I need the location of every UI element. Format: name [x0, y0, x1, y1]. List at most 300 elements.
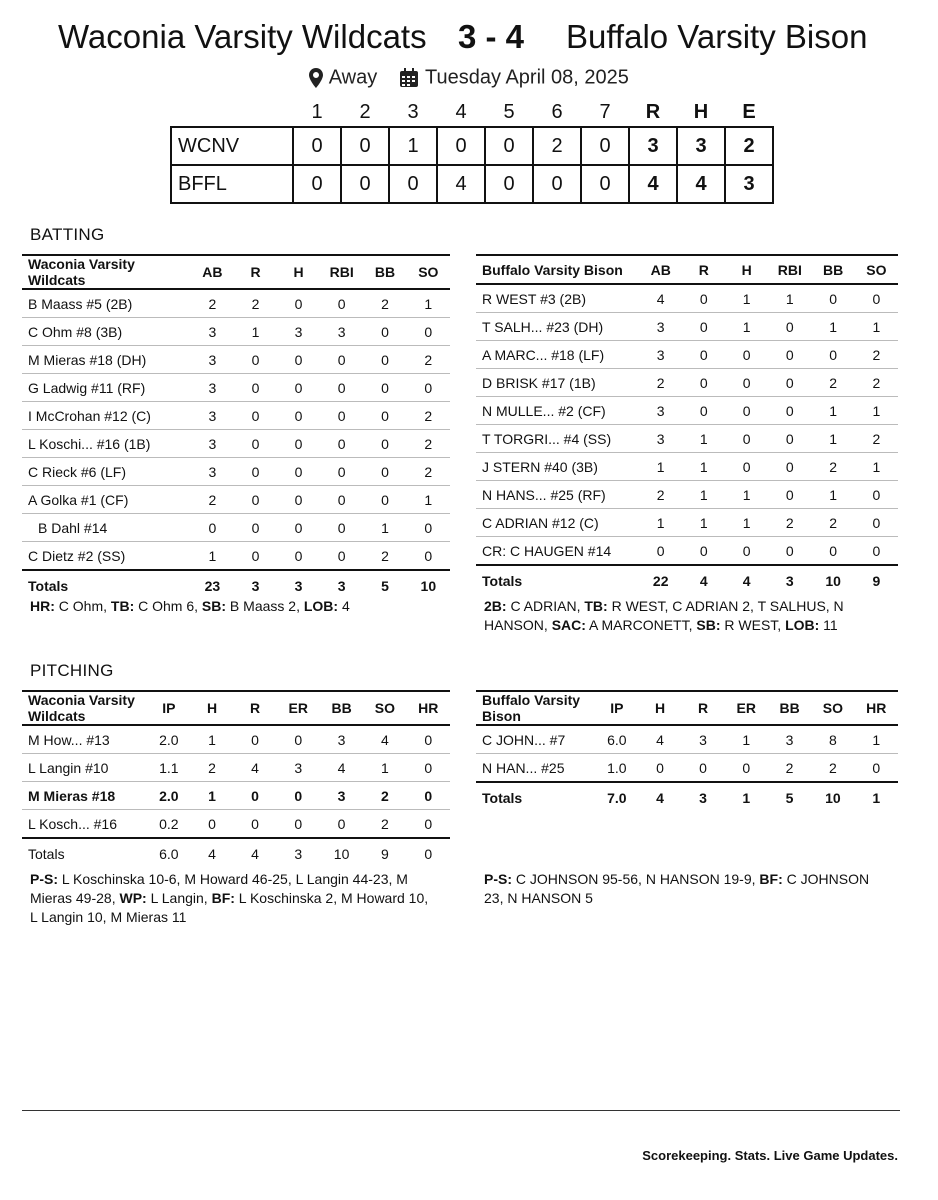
note-label: WP: [119, 890, 147, 906]
inning-runs: 0 [581, 165, 629, 203]
stat-value: 1 [639, 509, 682, 537]
stat-value: 0 [682, 284, 725, 313]
totals-value: 1 [725, 782, 768, 812]
player-name: CR: C HAUGEN #14 [476, 537, 639, 566]
stat-value: 1 [725, 509, 768, 537]
totals-value: 3 [320, 570, 363, 600]
table-row [476, 481, 898, 509]
stat-value: 4 [363, 725, 406, 754]
note-value: C Ohm 6, [134, 598, 202, 614]
inning-runs: 0 [437, 127, 485, 165]
total-header: E [742, 100, 756, 123]
note-label: SAC: [551, 617, 586, 633]
stat-value: 0 [191, 514, 234, 542]
stat-value: 1 [855, 453, 898, 481]
table-row [22, 782, 450, 810]
stat-value: 0 [682, 754, 725, 783]
stat-value: 0 [277, 402, 320, 430]
stat-value: 2 [407, 402, 450, 430]
player-name: M Mieras #18 [22, 782, 147, 810]
note-label: TB: [584, 598, 608, 614]
line-score-corner [171, 98, 293, 127]
note-label: BF: [759, 871, 783, 887]
game-meta [0, 64, 938, 91]
stat-value: 0 [407, 754, 450, 782]
stat-header: BB [320, 691, 363, 725]
stat-value: 0 [234, 486, 277, 514]
stat-value: 1 [725, 284, 768, 313]
game-date: Tuesday April 08, 2025 [425, 66, 629, 89]
note-value: A MARCONETT, [585, 617, 697, 633]
stat-header: RBI [768, 255, 811, 284]
stat-value: 2 [811, 369, 854, 397]
stat-value: 2 [855, 341, 898, 369]
player-name: T SALH... #23 (DH) [476, 313, 639, 341]
table-row [476, 341, 898, 369]
stat-value: 1 [191, 542, 234, 571]
player-name: T TORGRI... #4 (SS) [476, 425, 639, 453]
totals-value: 0 [407, 838, 450, 868]
table-row [22, 810, 450, 839]
table-row [476, 509, 898, 537]
totals-value: 9 [855, 565, 898, 595]
stat-value: 0 [320, 458, 363, 486]
inning-runs: 0 [485, 127, 533, 165]
batting-notes-away [484, 597, 900, 635]
note-value: C ADRIAN, [506, 598, 585, 614]
table-row [22, 514, 450, 542]
table-header-row [22, 255, 450, 289]
stat-value: 1 [725, 725, 768, 754]
table-row [22, 374, 450, 402]
stat-value: 0 [234, 430, 277, 458]
stat-value: 0 [811, 537, 854, 566]
note-value: R WEST, [720, 617, 786, 633]
table-row [22, 289, 450, 318]
team-header: Buffalo Varsity Bison [476, 691, 595, 725]
stat-header: HR [407, 691, 450, 725]
stat-value: 0 [407, 514, 450, 542]
stat-value: 0 [407, 810, 450, 839]
totals-value: 6.0 [147, 838, 190, 868]
calendar-icon [399, 68, 419, 88]
player-name: N MULLE... #2 (CF) [476, 397, 639, 425]
totals-value: 4 [725, 565, 768, 595]
line-score-total: 3 [725, 165, 773, 203]
stat-value: 4 [234, 754, 277, 782]
stat-value: 2 [363, 289, 406, 318]
inning-header: 2 [359, 100, 371, 123]
totals-value: 4 [682, 565, 725, 595]
inning-runs: 0 [581, 127, 629, 165]
inning-runs: 1 [389, 127, 437, 165]
stat-header: R [682, 691, 725, 725]
batting-notes-home [30, 597, 450, 616]
table-header-row [476, 255, 898, 284]
stat-header: RBI [320, 255, 363, 289]
stat-value: 0 [363, 374, 406, 402]
note-value: R WEST, C ADRIAN 2, T SALHUS, N HANSON, [484, 598, 844, 633]
inning-runs: 4 [437, 165, 485, 203]
stat-value: 0 [234, 374, 277, 402]
player-name: M Mieras #18 (DH) [22, 346, 191, 374]
totals-value: 4 [638, 782, 681, 812]
note-value: 4 [338, 598, 350, 614]
note-value: B Maass 2, [226, 598, 304, 614]
stat-value: 0 [234, 810, 277, 839]
table-row [476, 754, 898, 783]
stat-value: 0 [407, 782, 450, 810]
stat-value: 0 [682, 537, 725, 566]
stat-value: 0 [234, 725, 277, 754]
table-row [476, 453, 898, 481]
stat-value: 2 [855, 425, 898, 453]
totals-value: 1 [855, 782, 898, 812]
away-team-name: Buffalo Varsity Bison [566, 18, 868, 55]
pitching-section-title: PITCHING [30, 661, 114, 680]
stat-value: 1 [234, 318, 277, 346]
table-row [22, 542, 450, 571]
stat-value: 0 [855, 481, 898, 509]
player-name: G Ladwig #11 (RF) [22, 374, 191, 402]
stat-header: R [234, 255, 277, 289]
table-row [476, 537, 898, 566]
footer-tagline: Scorekeeping. Stats. Live Game Updates. [642, 1148, 898, 1163]
totals-label: Totals [22, 838, 147, 868]
stat-value: 0 [407, 374, 450, 402]
line-score-team: WCNV [171, 127, 293, 165]
stat-value: 3 [320, 318, 363, 346]
stat-value: 0 [320, 289, 363, 318]
player-name: D BRISK #17 (1B) [476, 369, 639, 397]
stat-header: H [725, 255, 768, 284]
stat-header: R [682, 255, 725, 284]
totals-value: 3 [768, 565, 811, 595]
table-header-row [476, 691, 898, 725]
table-row [22, 725, 450, 754]
totals-value: 22 [639, 565, 682, 595]
totals-value: 4 [190, 838, 233, 868]
stat-value: 0 [768, 425, 811, 453]
inning-runs: 0 [533, 165, 581, 203]
location-label: Away [328, 66, 378, 89]
footer-divider [22, 1110, 900, 1111]
stat-value: 2 [639, 481, 682, 509]
player-name: C Ohm #8 (3B) [22, 318, 191, 346]
totals-row [22, 838, 450, 868]
totals-value: 3 [682, 782, 725, 812]
totals-row [476, 565, 898, 595]
stat-value: 2 [190, 754, 233, 782]
player-name: C JOHN... #7 [476, 725, 595, 754]
table-row [476, 313, 898, 341]
stat-value: 2 [191, 486, 234, 514]
stat-value: 3 [639, 425, 682, 453]
stat-value: 0 [363, 458, 406, 486]
stat-value: 0 [811, 341, 854, 369]
player-name: A Golka #1 (CF) [22, 486, 191, 514]
totals-value: 5 [363, 570, 406, 600]
stat-value: 0 [277, 514, 320, 542]
stat-value: 0 [768, 397, 811, 425]
stat-value: 1 [855, 397, 898, 425]
stat-value: 1 [811, 397, 854, 425]
stat-value: 0 [407, 318, 450, 346]
inning-header: 4 [455, 100, 467, 123]
stat-value: 3 [191, 374, 234, 402]
stat-value: 3 [639, 313, 682, 341]
pitching-notes-away [484, 870, 874, 908]
stat-header: ER [725, 691, 768, 725]
inning-header: 3 [407, 100, 419, 123]
table-row [22, 486, 450, 514]
stat-value: 3 [682, 725, 725, 754]
stat-value: 0 [277, 346, 320, 374]
inning-runs: 0 [485, 165, 533, 203]
note-label: LOB: [303, 598, 339, 614]
player-name: L Langin #10 [22, 754, 147, 782]
stat-value: 3 [639, 341, 682, 369]
note-value: L Koschinska 2, M Howard 10, L Langin 10, M Mieras 11 [30, 890, 429, 925]
inning-runs: 0 [293, 127, 341, 165]
stat-value: 3 [768, 725, 811, 754]
stat-value: 0 [768, 341, 811, 369]
stat-value: 0 [277, 725, 320, 754]
stat-value: 2 [811, 453, 854, 481]
stat-value: 0 [363, 430, 406, 458]
stat-value: 1.1 [147, 754, 190, 782]
stat-value: 1 [190, 725, 233, 754]
note-value: C Ohm, [54, 598, 111, 614]
stat-value: 2 [363, 782, 406, 810]
stat-value: 0 [320, 346, 363, 374]
totals-value: 7.0 [595, 782, 638, 812]
pitching-table-home [22, 690, 450, 868]
totals-value: 3 [277, 838, 320, 868]
stat-value: 0 [682, 313, 725, 341]
player-name: B Dahl #14 [22, 514, 191, 542]
stat-value: 3 [320, 782, 363, 810]
stat-value: 0 [277, 458, 320, 486]
stat-value: 4 [638, 725, 681, 754]
stat-value: 2 [407, 346, 450, 374]
totals-value: 10 [811, 782, 854, 812]
stat-value: 0 [855, 509, 898, 537]
stat-value: 0 [768, 453, 811, 481]
inning-runs: 0 [341, 165, 389, 203]
stat-value: 1 [363, 754, 406, 782]
stat-value: 1 [811, 313, 854, 341]
totals-value: 9 [363, 838, 406, 868]
inning-runs: 2 [533, 127, 581, 165]
table-row [476, 397, 898, 425]
stat-header: IP [147, 691, 190, 725]
line-score [170, 98, 774, 204]
stat-value: 2 [407, 458, 450, 486]
table-header-row [22, 691, 450, 725]
stat-value: 3 [277, 318, 320, 346]
stat-value: 2 [363, 542, 406, 571]
stat-value: 0 [725, 453, 768, 481]
stat-value: 0 [725, 397, 768, 425]
line-score-team: BFFL [171, 165, 293, 203]
inning-runs: 0 [293, 165, 341, 203]
stat-value: 0 [768, 369, 811, 397]
stat-value: 0 [234, 402, 277, 430]
stat-value: 0 [320, 486, 363, 514]
pitching-notes-home [30, 870, 430, 927]
player-name: N HANS... #25 (RF) [476, 481, 639, 509]
stat-value: 0.2 [147, 810, 190, 839]
stat-value: 1 [190, 782, 233, 810]
stat-value: 0 [768, 313, 811, 341]
stat-value: 1 [407, 289, 450, 318]
totals-value: 3 [277, 570, 320, 600]
stat-value: 1 [725, 313, 768, 341]
note-value: C JOHNSON 95-56, N HANSON 19-9, [512, 871, 760, 887]
stat-header: BB [811, 255, 854, 284]
stat-value: 0 [811, 284, 854, 313]
stat-value: 4 [320, 754, 363, 782]
table-row [22, 754, 450, 782]
stat-value: 0 [725, 754, 768, 783]
stat-value: 3 [191, 458, 234, 486]
stat-value: 1 [811, 481, 854, 509]
stat-header: AB [639, 255, 682, 284]
totals-row [476, 782, 898, 812]
player-name: L Kosch... #16 [22, 810, 147, 839]
player-name: B Maass #5 (2B) [22, 289, 191, 318]
stat-value: 0 [768, 537, 811, 566]
line-score-total: 3 [629, 127, 677, 165]
note-label: LOB: [785, 617, 820, 633]
stat-header: SO [811, 691, 854, 725]
stat-value: 0 [320, 542, 363, 571]
table-row [476, 425, 898, 453]
note-label: HR: [30, 598, 55, 614]
stat-header: BB [363, 255, 406, 289]
stat-header: SO [407, 255, 450, 289]
note-label: SB: [201, 598, 227, 614]
note-label: TB: [110, 598, 135, 614]
stat-value: 0 [725, 369, 768, 397]
player-name: C Dietz #2 (SS) [22, 542, 191, 571]
batting-table-home [22, 254, 450, 600]
stat-value: 2 [768, 754, 811, 783]
stat-value: 2 [639, 369, 682, 397]
stat-value: 0 [407, 542, 450, 571]
stat-header: SO [363, 691, 406, 725]
stat-value: 3 [320, 725, 363, 754]
line-score-total: 4 [629, 165, 677, 203]
player-name: M How... #13 [22, 725, 147, 754]
note-value: 11 [819, 617, 838, 633]
line-score-total: 4 [677, 165, 725, 203]
stat-value: 0 [320, 374, 363, 402]
stat-value: 4 [639, 284, 682, 313]
totals-value: 5 [768, 782, 811, 812]
stat-value: 2 [855, 369, 898, 397]
team-header: Buffalo Varsity Bison [476, 255, 639, 284]
stat-value: 1 [855, 725, 898, 754]
line-score-row [171, 165, 773, 203]
stat-value: 0 [363, 346, 406, 374]
team-header: Waconia Varsity Wildcats [22, 691, 147, 725]
stat-value: 1 [363, 514, 406, 542]
stat-header: BB [768, 691, 811, 725]
totals-value: 10 [407, 570, 450, 600]
stat-header: R [234, 691, 277, 725]
stat-value: 1 [682, 453, 725, 481]
stat-value: 0 [725, 425, 768, 453]
game-header [0, 14, 938, 64]
note-label: BF: [211, 890, 235, 906]
stat-value: 3 [191, 318, 234, 346]
stat-value: 1 [682, 481, 725, 509]
stat-value: 1 [725, 481, 768, 509]
note-label: P-S: [30, 871, 58, 887]
stat-value: 0 [277, 374, 320, 402]
stat-value: 1 [682, 425, 725, 453]
stat-value: 0 [277, 289, 320, 318]
note-value: L Langin, [146, 890, 212, 906]
stat-value: 2 [407, 430, 450, 458]
stat-value: 0 [363, 402, 406, 430]
stat-value: 1 [768, 284, 811, 313]
stat-value: 3 [191, 402, 234, 430]
stat-value: 2 [363, 810, 406, 839]
note-value: C JOHNSON 23, N HANSON 5 [484, 871, 870, 906]
stat-value: 0 [682, 397, 725, 425]
stat-value: 2 [811, 509, 854, 537]
stat-value: 2.0 [147, 725, 190, 754]
player-name: J STERN #40 (3B) [476, 453, 639, 481]
stat-value: 0 [277, 430, 320, 458]
stat-header: ER [277, 691, 320, 725]
table-row [22, 402, 450, 430]
total-header: R [645, 100, 661, 123]
stat-value: 0 [363, 318, 406, 346]
stat-value: 0 [234, 346, 277, 374]
totals-row [22, 570, 450, 600]
line-score-total: 2 [725, 127, 773, 165]
location-pin-icon [309, 68, 323, 88]
stat-value: 0 [682, 341, 725, 369]
stat-value: 0 [639, 537, 682, 566]
stat-value: 0 [855, 754, 898, 783]
stat-value: 0 [725, 341, 768, 369]
line-score-header-row [171, 98, 773, 127]
batting-table-away [476, 254, 898, 595]
stat-value: 0 [277, 542, 320, 571]
stat-header: IP [595, 691, 638, 725]
stat-value: 0 [320, 810, 363, 839]
stat-value: 0 [363, 486, 406, 514]
inning-header: 1 [311, 100, 323, 123]
stat-value: 3 [191, 430, 234, 458]
stat-value: 0 [855, 537, 898, 566]
inning-header: 5 [503, 100, 515, 123]
inning-runs: 0 [389, 165, 437, 203]
stat-value: 0 [855, 284, 898, 313]
totals-value: 10 [811, 565, 854, 595]
stat-value: 0 [277, 782, 320, 810]
home-team-name: Waconia Varsity Wildcats [58, 18, 427, 55]
stat-value: 0 [234, 458, 277, 486]
stat-value: 1 [407, 486, 450, 514]
table-row [22, 318, 450, 346]
stat-value: 1.0 [595, 754, 638, 783]
